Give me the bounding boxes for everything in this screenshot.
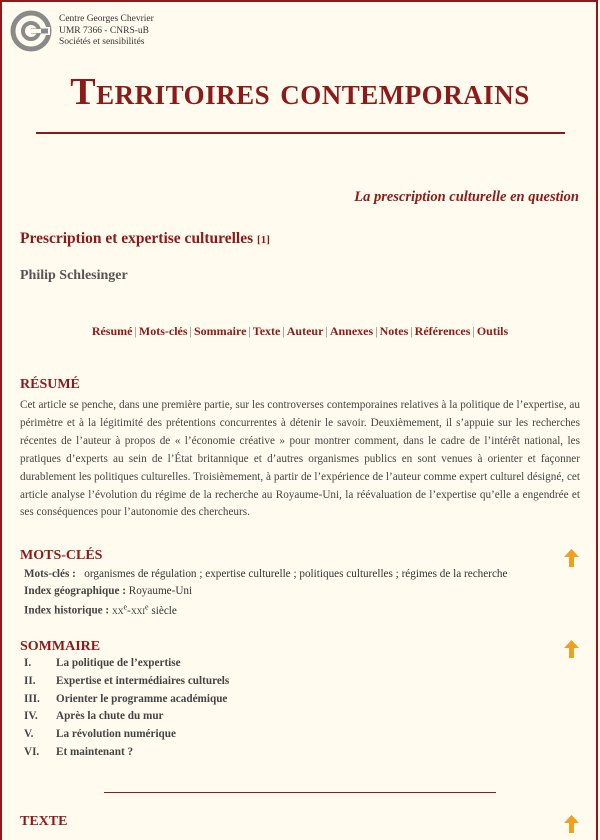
geo-index-label: Index géographique :	[24, 585, 126, 597]
texte-heading: TEXTE	[20, 814, 68, 829]
back-to-top-icon[interactable]	[564, 815, 579, 833]
nav-references[interactable]: Références	[414, 324, 471, 338]
section-divider	[104, 792, 496, 793]
geo-index-row	[24, 585, 192, 597]
article-title-text: Prescription et expertise culturelles	[20, 230, 254, 247]
nav-notes[interactable]: Notes	[379, 324, 409, 338]
nav-auteur[interactable]: Auteur	[286, 324, 324, 338]
hist-index-row	[24, 602, 177, 617]
toc-item[interactable]: IV. Après la chute du mur	[24, 710, 164, 723]
keywords-value[interactable]: organismes de régulation ; expertise culturelle ; politiques culturelles ; régimes de la recherche	[84, 568, 508, 580]
journal-title[interactable]: Territoires contemporains	[70, 71, 530, 113]
nav-sommaire[interactable]: Sommaire	[193, 324, 247, 338]
nav-resume[interactable]: Résumé	[91, 324, 133, 338]
keywords-label: Mots-clés :	[24, 568, 76, 580]
cgc-logo-icon[interactable]	[10, 10, 52, 52]
nav-annexes[interactable]: Annexes	[329, 324, 374, 338]
nav-mots-cles[interactable]: Mots-clés	[138, 324, 188, 338]
toc-item[interactable]: III. Orienter le programme académique	[24, 692, 228, 705]
lab-name: Centre Georges Chevrier	[59, 14, 154, 24]
article-author[interactable]: Philip Schlesinger	[20, 268, 128, 283]
toc-item[interactable]: VI. Et maintenant ?	[24, 745, 134, 758]
hist-index-label: Index historique :	[24, 604, 110, 617]
note-ref-link[interactable]: [1]	[257, 234, 270, 246]
lab-unit: UMR 7366 - CNRS-uB	[59, 25, 149, 36]
sommaire-heading: SOMMAIRE	[20, 639, 101, 654]
toc-item[interactable]: I. La politique de l’expertise	[24, 657, 181, 669]
back-to-top-icon[interactable]	[564, 549, 579, 567]
resume-heading: RÉSUMÉ	[20, 377, 80, 392]
hist-index-value[interactable]: $xx^e-xxi^e$ siècle	[111, 602, 177, 617]
lab-info	[59, 14, 154, 49]
article-title	[20, 230, 270, 248]
nav-outils[interactable]: Outils	[476, 324, 509, 338]
issue-title[interactable]: La prescription culturelle en question	[354, 189, 579, 205]
toc-item[interactable]: II. Expertise et intermédiaires culturels	[24, 674, 230, 687]
abstract-text: Cet article se penche, dans une première partie, sur les controverses contemporaines relatives à la politique de l’expertise, au périmètre et à la légitimité des prétentions concurrentes à détenir le savoir. Deuxièmement, il s’appuie sur les recherches récentes de l’auteur à propos de « l’économie créative » pour montrer comment, dans le cadre de l’intérêt national, les pratiques d’experts au sein de l’État britannique et d’autres organismes publics en sont venues à orienter et façonner durablement les politiques culturelles. Troisièmement, à partir de l’expérience de l’auteur comme expert culturel désigné, cet article analyse l’évolution du régime de la recherche au Royaume-Uni, la réévaluation de l’expertise qu’elle a engendrée et ses conséquences pour l’autonomie des chercheurs.	[20, 399, 580, 519]
table-of-contents	[24, 657, 229, 764]
geo-index-value[interactable]: Royaume-Uni	[128, 585, 193, 597]
motscles-heading: MOTS-CLÉS	[20, 548, 103, 563]
keywords-row	[24, 568, 507, 580]
nav-texte[interactable]: Texte	[252, 324, 281, 338]
lab-tagline: Sociétés et sensibilités	[59, 37, 145, 47]
article-nav: Résumé | Mots-clés | Sommaire | Texte | Auteur | Annexes | Notes | Références | Outils	[91, 324, 509, 338]
toc-item[interactable]: V. La révolution numérique	[24, 728, 176, 741]
back-to-top-icon[interactable]	[564, 640, 579, 658]
title-divider	[36, 132, 565, 134]
